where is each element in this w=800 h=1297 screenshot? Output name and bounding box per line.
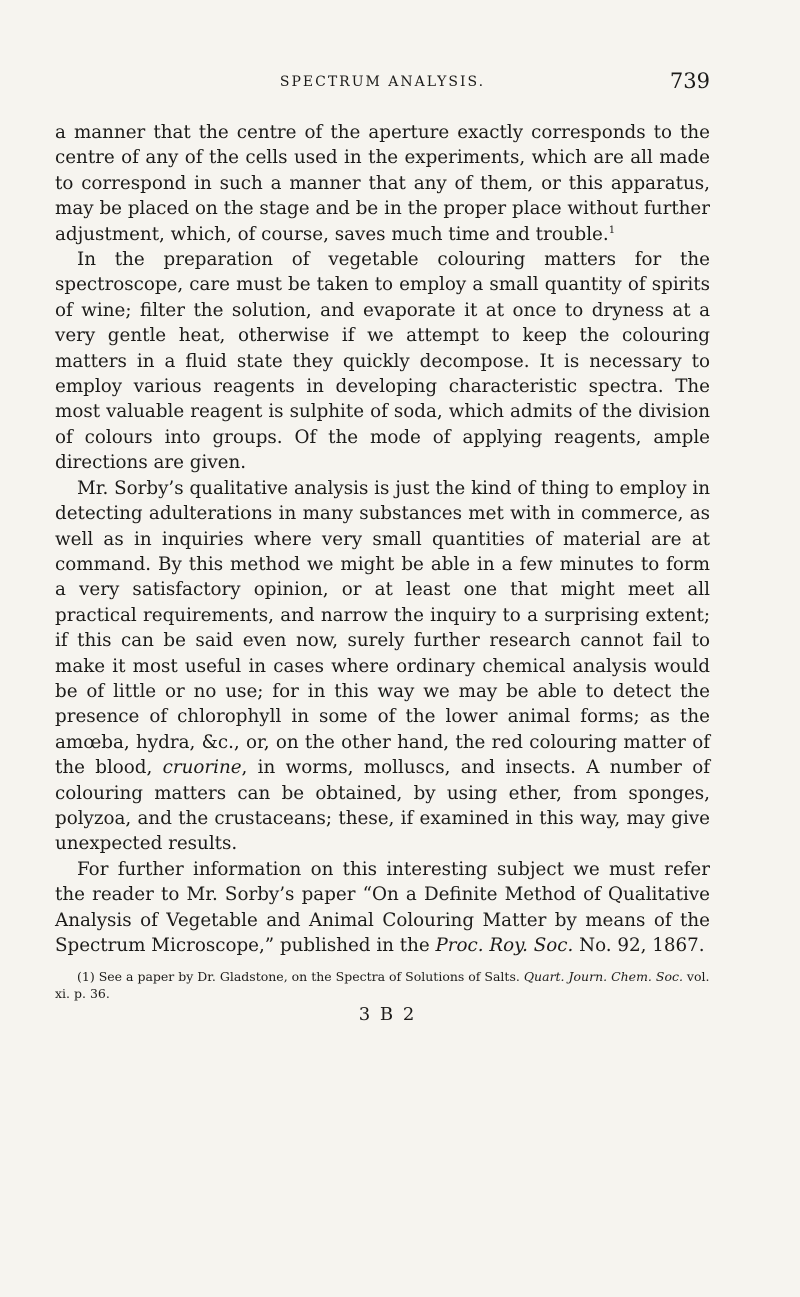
footnote-text-a: See a paper by Dr. Gladstone, on the Spectra of Solutions of Salts.	[94, 969, 524, 985]
paragraph-1-text: a manner that the centre of the aperture exactly corresponds to the centre of any of the cells used in the experiments, which are all made to correspond in such a manner that any of them, or this apparatus, may be placed on the stage and be in the proper place without further adjustment, which, of course, saves much time and trouble.	[55, 122, 710, 245]
signature-mark: 3 B 2	[358, 1004, 417, 1026]
paragraph-2: In the preparation of vegetable colouring matters for the spectroscope, care must be taken to employ a small quantity of spirits of wine; filter the solution, and evaporate it at once to dryness at a very gentle heat, otherwise if we attempt to keep the colouring matters in a fluid state they quickly decompose. It is necessary to employ various reagents in developing characteristic spectra. The most valuable reagent is sulphite of soda, which admits of the division of colours into groups. Of the mode of applying reagents, ample directions are given.	[55, 249, 710, 474]
footnote-reference: 1	[608, 224, 616, 236]
paragraph-3-italic: cruorine	[162, 757, 242, 779]
paragraph-4-text-b: No. 92, 1867.	[573, 935, 705, 956]
footnote-marker: (1)	[77, 969, 95, 985]
paragraph-4	[55, 857, 710, 959]
paragraph-1	[55, 120, 710, 247]
footnote-journal: Quart. Journ. Chem. Soc.	[523, 969, 683, 985]
footnote	[55, 968, 710, 1002]
running-title: SPECTRUM ANALYSIS.	[279, 74, 486, 90]
running-head	[55, 70, 710, 94]
paragraph-4-text-a: For further information on this interesting subject we must refer the reader to Mr. Sorby’s paper “On a Definite Method of Qualitative Analysis of Vegetable and Animal Colouring Matter by means of the Spectrum Microscope,” published in the	[55, 858, 710, 956]
paragraph-3-text-b: , in worms, molluscs, and insects. A number of colouring matters can be obtained, by using ether, from sponges, polyzoa, and the crustaceans; these, if examined in this way, may give unexpected results.	[55, 757, 710, 855]
paragraph-3-text-a: Mr. Sorby’s qualitative analysis is just the kind of thing to employ in detecting adulterations in many substances met with in commerce, as well as in inquiries where very small quantities of material are at command. By this method we might be able in a few minutes to form a very satisfactory opinion, or at least one that might meet all practical requirements, and narrow the inquiry to a surprising extent; if this can be said even now, surely further research cannot fail to make it most useful in cases where ordinary chemical analysis would be of little or no use; for in this way we may be able to detect the presence of chlorophyll in some of the lower animal forms; as the amœba, hydra, &c., or, on the other hand, the red colouring matter of the blood,	[55, 477, 710, 779]
body-text	[55, 120, 710, 958]
paragraph-3	[55, 476, 710, 857]
footnote-text-b: vol. xi. p. 36.	[55, 969, 710, 1002]
book-page	[55, 70, 710, 1025]
paragraph-4-italic: Proc. Roy. Soc.	[435, 935, 574, 956]
page-number: 739	[669, 69, 710, 93]
